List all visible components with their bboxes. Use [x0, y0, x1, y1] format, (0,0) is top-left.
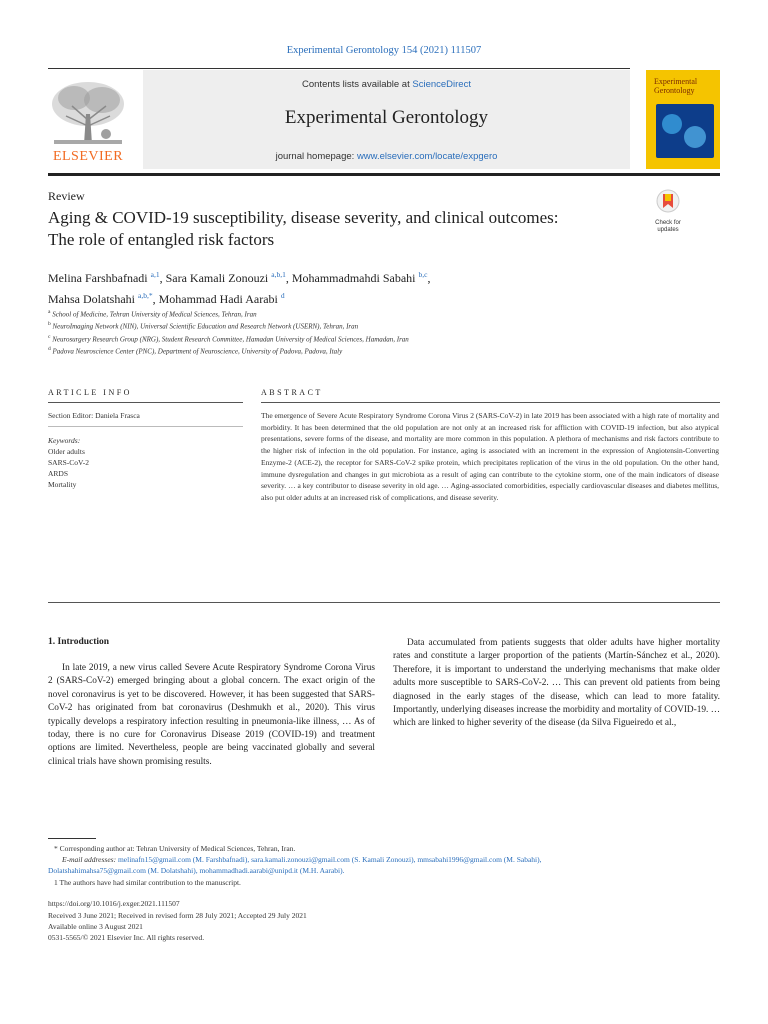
sciencedirect-link[interactable]: ScienceDirect — [412, 79, 471, 90]
author-name[interactable]: Melina Farshbafnadi — [48, 271, 148, 285]
author-sup[interactable]: a,b,1 — [271, 270, 286, 279]
affiliation: $^a$ School of Medicine, Tehran University of Medical Sciences, Tehran, Iran — [48, 309, 257, 319]
available-online: Available online 3 August 2021 — [48, 922, 143, 931]
title-line1: Aging & COVID-19 susceptibility, disease severity, and clinical outcomes: — [48, 208, 559, 227]
journal-cover[interactable] — [646, 70, 720, 169]
email-addresses — [48, 854, 742, 865]
bookmark-icon — [648, 189, 688, 215]
keyword: ARDS — [48, 469, 69, 478]
author-sup[interactable]: a,1 — [150, 270, 160, 279]
keyword: Older adults — [48, 447, 85, 456]
journal-title: Experimental Gerontology — [284, 107, 489, 128]
footnote-rule — [48, 838, 96, 839]
affiliation: $^c$ Neurosurgery Research Group (NRG), Student Research Committee, Hamadan University of Medical Sciences, Hamadan, Iran — [48, 334, 409, 344]
doi-link[interactable]: https://doi.org/10.1016/j.exger.2021.111507 — [48, 899, 180, 908]
author-list: Melina Farshbafnadi $^{a,1}$, Sara Kamali Zonouzi $^{a,b,1}$, Mohammadmahdi Sabahi $^{b,c}$, Mahsa Dolatshahi $^{a,b,*}$, Mohammad Hadi Aarabi $^d$ — [48, 270, 431, 306]
keywords-label: Keywords: — [48, 436, 81, 445]
affiliation: $^b$ NeuroImaging Network (NIN), Universal Scientific Education and Research Network (USERN), Tehran, Iran — [48, 321, 359, 331]
homepage-link[interactable]: www.elsevier.com/locate/expgero — [356, 151, 498, 162]
received-dates: Received 3 June 2021; Received in revised form 28 July 2021; Accepted 29 July 2021 — [48, 911, 307, 920]
masthead-bottom-rule — [48, 173, 720, 176]
check-label-line1: Check for — [655, 220, 681, 226]
cover-title-line1: Experimental — [654, 77, 698, 86]
article-info-heading: ARTICLE INFO — [48, 388, 132, 397]
top-rule — [48, 68, 630, 69]
journal-reference[interactable]: Experimental Gerontology 154 (2021) 111507 — [286, 45, 482, 56]
contents-availability: Contents lists available at ScienceDirect — [302, 79, 471, 90]
corresponding-author-note: * Corresponding author at: Tehran University of Medical Sciences, Tehran, Iran. — [54, 844, 296, 853]
article-type: Review — [48, 189, 85, 203]
author-name[interactable]: Mohammad Hadi Aarabi — [158, 292, 278, 306]
abstract-text: The emergence of Severe Acute Respiratory Syndrome Corona Virus 2 (SARS-CoV-2) in late 2019 has been associated with a high rate of mortality and morbidity. It has been determined that the old population are not only at an increased risk for affliction with COVID-19 infection, but also atypical presentations, severe forms of the disease, and mortality are more common in this population. A plethora of mechanisms and risk factors contribute to the higher risk of infection in the old population. For instance, aging is associated with an increment in the expression of Angiotensin-Converting Enzyme-2 (ACE-2), the receptor for SARS-CoV-2 spike protein, which precipitates replication of the virus in the old population. On the other hand, immune dysregulation and changes in gut microbiota as a result of aging can contribute to the cytokine storm, one of the main indicators of disease severity. … a key contributor to disease severity in old age. … Aging-associated comorbidities, especially cardiovascular diseases and diabetes mellitus, also put older adults at an increased risk of complications, and disease severity. — [261, 411, 719, 502]
journal-homepage: journal homepage: www.elsevier.com/locate/expgero — [275, 151, 498, 162]
cover-image — [656, 104, 714, 158]
paragraph: Data accumulated from patients suggests that older adults have higher mortality rates and constitute a larger proportion of the patients (Martín-Sánchez et al., 2020). Therefore, it is important to understand the underlying mechanisms that make older adults more susceptible to SARS-CoV-2. … This can prevent old patients from being diagnosed in the early stages of the disease, which can lead to more fatality. Importantly, underlying diseases increase the morbidity and mortality of COVID-19. … which are linked to higher severity of the disease (da Silva Figueiredo et al., — [393, 638, 720, 729]
keyword: SARS-CoV-2 — [48, 458, 89, 467]
body-column-left — [48, 662, 375, 769]
abstract-bottom-rule — [48, 602, 720, 603]
author-name[interactable]: Mohammadmahdi Sabahi — [291, 271, 416, 285]
section-heading: 1. Introduction — [48, 637, 110, 647]
email-addresses-cont[interactable]: Dolatshahimahsa75@gmail.com (M. Dolatshahi), mohammadhadi.aarabi@unipd.it (M.H. Aarabi). — [48, 866, 345, 875]
email-label: E-mail addresses: — [62, 855, 117, 864]
equal-contribution-note: 1 The authors have had similar contribution to the manuscript. — [54, 878, 241, 887]
check-for-updates-badge[interactable] — [648, 189, 688, 233]
check-label-line2: updates — [657, 227, 679, 233]
affiliation: $^d$ Padova Neuroscience Center (PNC), Department of Neuroscience, University of Padova, Padova, Italy — [48, 346, 343, 356]
copyright: 0531-5565/© 2021 Elsevier Inc. All rights reserved. — [48, 933, 205, 942]
keyword: Mortality — [48, 480, 77, 489]
title-line2: The role of entangled risk factors — [48, 230, 275, 249]
info-divider — [48, 426, 243, 427]
paragraph: In late 2019, a new virus called Severe Acute Respiratory Syndrome Corona Virus 2 (SARS-CoV-2) emerged bringing about a global concern. The exact origin of the novel coronavirus is yet to be discovered. However, it has been suggested that SARS-CoV-2 has originated from bat coronavirus (Deshmukh et al., 2020). This virus typically develops a respiratory infection resulting in pneumonia-like illness, … As of today, there is no cure for Coronavirus Disease 2019 (COVID-19) and treatment options are limited. Nevertheless, people are being vaccinated globally and several clinical trials have shown promising results. — [48, 663, 375, 767]
author-sup[interactable]: b,c — [418, 270, 428, 279]
abstract-top-rule — [261, 402, 720, 403]
cover-title-line2: Gerontology — [654, 86, 695, 95]
author-sup[interactable]: d — [280, 291, 285, 300]
email-links[interactable]: melinafn15@gmail.com (M. Farshbafnadi), sara.kamali.zonouzi@gmail.com (S. Kamali Zonouzi), mmsabahi1996@gmail.com (M. Sabahi), — [117, 855, 542, 864]
article-info-rule — [48, 402, 243, 403]
elsevier-wordmark: ELSEVIER — [52, 149, 124, 164]
author-sup[interactable]: a,b,* — [137, 291, 153, 300]
body-column-right — [393, 637, 720, 731]
author-name[interactable]: Sara Kamali Zonouzi — [165, 271, 269, 285]
abstract-heading: ABSTRACT — [261, 388, 323, 397]
article-title — [48, 207, 638, 251]
section-editor: Section Editor: Daniela Frasca — [48, 411, 140, 420]
author-name[interactable]: Mahsa Dolatshahi — [48, 292, 135, 306]
